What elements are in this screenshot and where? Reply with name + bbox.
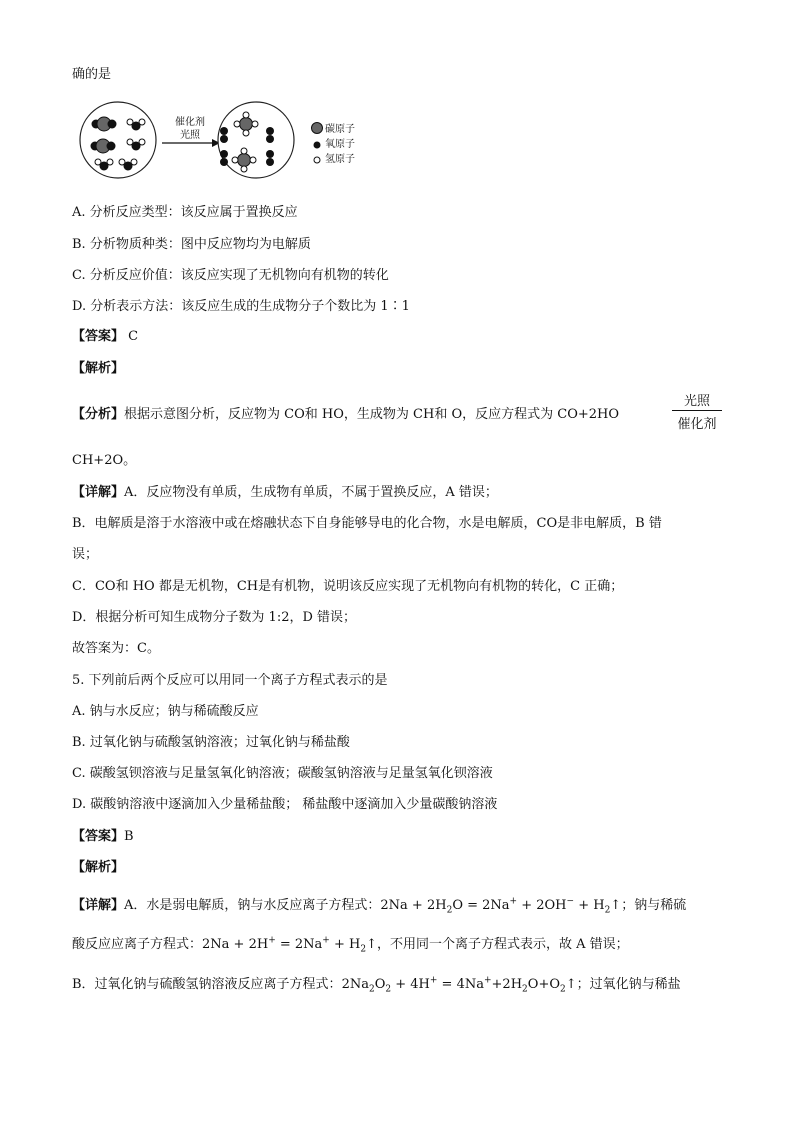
q4-answer-line	[72, 328, 138, 346]
q5-option-b: B. 过氧化钠与硫酸氢钠溶液；过氧化钠与稀盐酸	[72, 735, 350, 750]
q4-answer-tag: 【答案】	[72, 329, 125, 344]
q4-fenxi-tag: 【分析】	[72, 407, 125, 422]
q4-option-c: C. 分析反应价值：该反应实现了无机物向有机物的转化	[72, 268, 389, 283]
reaction-condition	[672, 390, 722, 432]
reactant-circle	[80, 102, 156, 178]
q4-detail-b-cont: 误；	[72, 547, 99, 562]
diagram-legend	[312, 123, 323, 164]
q4-detail-c: C．CO和 HO 都是无机物，CH是有机物，说明该反应实现了无机物向有机物的转化，C 正确；	[72, 579, 624, 594]
q5-detail-a-line2: 酸反应应离子方程式：$2Na + 2H^+ = 2Na^+ + H_2↑$，不用同一个离子方程式表示，故 A 错误；	[72, 935, 629, 955]
product-circle	[218, 102, 294, 178]
q4-detail-d: D．根据分析可知生成物分子数为 1:2，D 错误；	[72, 610, 357, 625]
condition-top: 光照	[672, 390, 722, 411]
arrow-bottom-label: 光照	[180, 130, 200, 141]
q5-option-a: A. 钠与水反应；钠与稀硫酸反应	[72, 704, 259, 719]
condition-bottom: 催化剂	[677, 417, 717, 432]
arrow-top-label: 催化剂	[175, 117, 205, 128]
q4-answer: C	[128, 329, 139, 344]
q5-answer: B	[124, 829, 134, 844]
q4-detail-a: 【详解】A．反应物没有单质，生成物有单质，不属于置换反应，A 错误；	[72, 485, 498, 500]
legend-oxygen: 氧原子	[325, 139, 355, 150]
q4-option-d: D. 分析表示方法：该反应生成的生成物分子个数比为 1∶1	[72, 299, 410, 314]
q5-detail-b-line1: B．过氧化钠与硫酸氢钠溶液反应离子方程式：$2Na_2O_2 + 4H^+$ = $4Na^++2H_2O+O_2↑$；过氧化钠与稀盐	[72, 975, 681, 995]
q4-analysis-tag: 【解析】	[72, 361, 125, 376]
q4-products-line: CH+2O。	[72, 453, 137, 468]
q4-detail-b: B．电解质是溶于水溶液中或在熔融状态下自身能够导电的化合物，水是电解质，CO是非电解质，B 错	[72, 516, 662, 531]
q5-answer-line: 【答案】B	[72, 829, 134, 844]
q5-option-c: C. 碳酸氢钡溶液与足量氢氧化钠溶液；碳酸氢钠溶液与足量氢氧化钡溶液	[72, 766, 493, 781]
q5-detail-a-line1: 【详解】A．水是弱电解质，钠与水反应离子方程式：$2Na + 2H_2O = 2Na^+ + 2OH^-$ + $H_2↑$；钠与稀硫	[72, 896, 687, 916]
q5-stem: 5. 下列前后两个反应可以用同一个离子方程式表示的是	[72, 673, 388, 688]
q4-conclusion: 故答案为：C。	[72, 641, 160, 656]
q4-fenxi-line: 【分析】根据示意图分析，反应物为 CO和 HO，生成物为 CH和 O，反应方程式为 CO+2HO	[72, 407, 620, 422]
q4-option-a: A. 分析反应类型：该反应属于置换反应	[72, 205, 298, 220]
q5-option-d: D. 碳酸钠溶液中逐滴加入少量稀盐酸； 稀盐酸中逐滴加入少量碳酸钠溶液	[72, 797, 498, 812]
legend-hydrogen: 氢原子	[325, 154, 355, 165]
q5-analysis-tag: 【解析】	[72, 860, 125, 875]
legend-carbon: 碳原子	[325, 124, 355, 135]
intro-text: 确的是	[72, 67, 112, 82]
q4-option-b: B. 分析物质种类：图中反应物均为电解质	[72, 237, 311, 252]
